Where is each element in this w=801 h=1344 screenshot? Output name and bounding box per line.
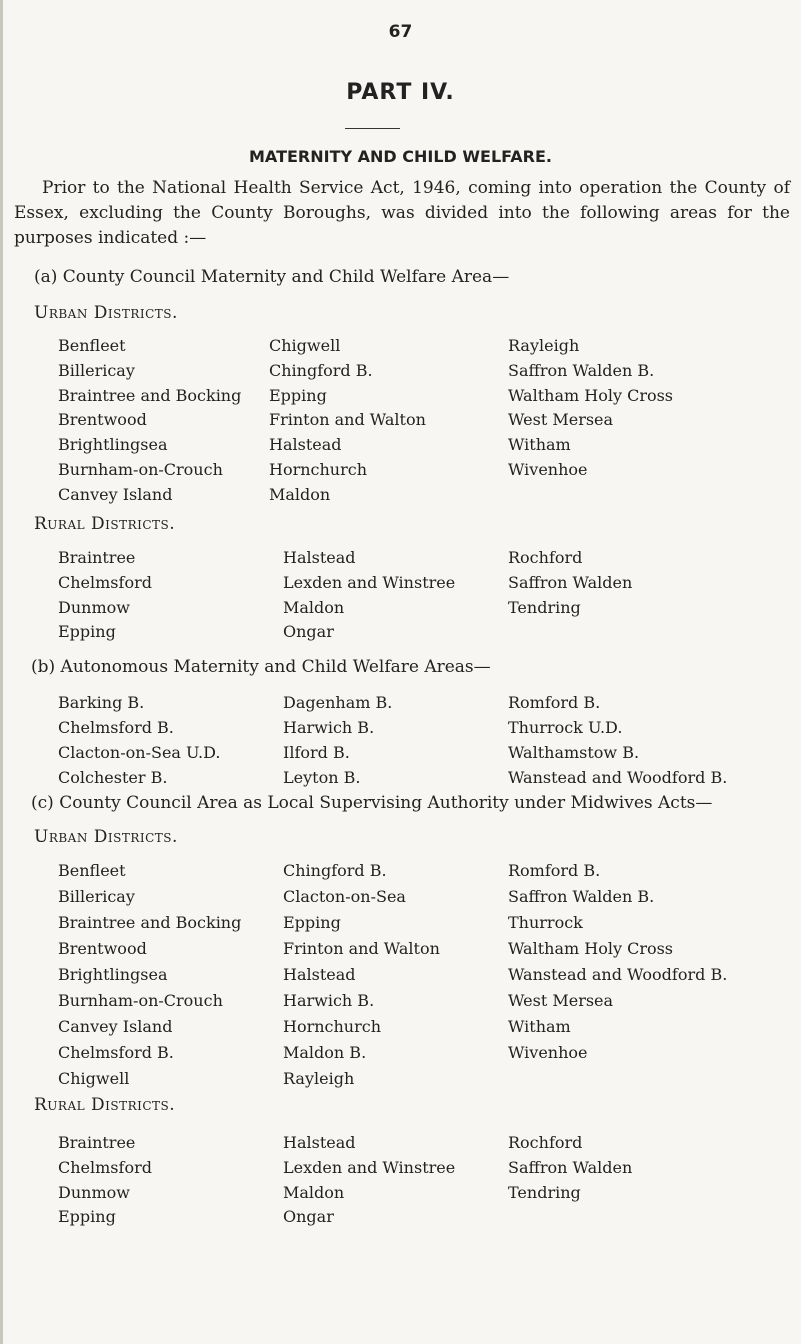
section-c-rural-heading: Rural Districts. <box>34 1095 176 1115</box>
district-name: Benfleet <box>58 861 126 880</box>
district-name: Halstead <box>283 1133 356 1152</box>
section-c-urban-heading: Urban Districts. <box>34 827 178 847</box>
district-name: Hornchurch <box>269 459 368 479</box>
district-name: Hornchurch <box>283 1017 382 1036</box>
district-name: Rayleigh <box>508 336 580 355</box>
district-name: Chingford B. <box>283 861 387 880</box>
district-name: Brentwood <box>58 410 147 430</box>
section-b-heading: (b) Autonomous Maternity and Child Welfare Areas— <box>31 657 491 677</box>
district-name: Brightlingsea <box>58 965 168 984</box>
district-name: Ongar <box>283 622 334 642</box>
district-name: Epping <box>58 1207 116 1227</box>
district-name: Lexden and Winstree <box>283 572 456 592</box>
area-name: Leyton B. <box>283 768 361 787</box>
district-name: Witham <box>508 1017 571 1036</box>
page-edge <box>0 0 3 1344</box>
district-name: Chigwell <box>58 1069 130 1088</box>
district-name: Maldon <box>283 1182 345 1202</box>
district-name: Rochford <box>508 548 583 567</box>
section-c-rural-col2 <box>283 1131 455 1230</box>
area-name: Wanstead and Woodford B. <box>508 768 728 787</box>
district-name: Billericay <box>58 887 135 906</box>
section-a-urban-col1 <box>58 334 241 508</box>
section-b-col3 <box>508 690 727 790</box>
area-name: Harwich B. <box>283 718 375 737</box>
district-name: Dunmow <box>58 597 130 617</box>
section-b-col1 <box>58 690 220 790</box>
area-name: Barking B. <box>58 693 145 712</box>
area-name: Clacton-on-Sea U.D. <box>58 743 221 762</box>
section-a-urban-col2 <box>269 334 426 508</box>
area-name: Romford B. <box>508 693 601 712</box>
district-name: Clacton-on-Sea <box>283 887 406 906</box>
district-name: Saffron Walden B. <box>508 360 655 380</box>
district-name: Halstead <box>269 435 342 455</box>
section-a-rural-col3 <box>508 546 632 620</box>
area-name: Thurrock U.D. <box>508 718 623 737</box>
section-c-rural-col3 <box>508 1131 632 1205</box>
district-name: Wivenhoe <box>508 459 588 479</box>
district-name: Braintree and Bocking <box>58 913 242 932</box>
district-name: Braintree <box>58 548 136 567</box>
district-name: Chigwell <box>269 336 341 355</box>
district-name: Chelmsford B. <box>58 1043 174 1062</box>
district-name: Saffron Walden <box>508 1157 633 1177</box>
district-name: Waltham Holy Cross <box>508 385 674 405</box>
district-name: Ongar <box>283 1207 334 1227</box>
district-name: West Mersea <box>508 991 614 1010</box>
district-name: Braintree <box>58 1133 136 1152</box>
district-name: Tendring <box>508 1182 581 1202</box>
district-name: Rayleigh <box>283 1069 355 1088</box>
district-name: Chelmsford <box>58 572 152 592</box>
district-name: Billericay <box>58 360 135 380</box>
district-name: Chingford B. <box>269 360 373 380</box>
section-a-urban-col3 <box>508 334 673 483</box>
district-name: Maldon <box>269 484 331 504</box>
district-name: Thurrock <box>508 913 583 932</box>
section-c-urban-col3 <box>508 858 727 1066</box>
district-name: Burnham-on-Crouch <box>58 459 223 479</box>
district-name: Brightlingsea <box>58 435 168 455</box>
district-name: Frinton and Walton <box>269 410 426 430</box>
district-name: Halstead <box>283 965 356 984</box>
section-a-urban-heading: Urban Districts. <box>34 303 178 323</box>
section-title: MATERNITY AND CHILD WELFARE. <box>249 147 552 166</box>
district-name: Chelmsford <box>58 1157 152 1177</box>
district-name: West Mersea <box>508 410 614 430</box>
district-name: Burnham-on-Crouch <box>58 991 223 1010</box>
section-c-rural-col1 <box>58 1131 152 1230</box>
section-c-heading: (c) County Council Area as Local Supervising Authority under Midwives Acts— <box>31 793 713 813</box>
district-name: Saffron Walden B. <box>508 887 655 906</box>
district-name: Wanstead and Woodford B. <box>508 965 728 984</box>
district-name: Epping <box>269 385 327 405</box>
district-name: Canvey Island <box>58 484 173 504</box>
section-a-rural-col1 <box>58 546 152 645</box>
title-rule <box>345 128 400 129</box>
area-name: Walthamstow B. <box>508 743 640 762</box>
district-name: Rochford <box>508 1133 583 1152</box>
district-name: Waltham Holy Cross <box>508 939 674 958</box>
district-name: Braintree and Bocking <box>58 385 242 405</box>
section-b-col2 <box>283 690 392 790</box>
district-name: Tendring <box>508 597 581 617</box>
section-c-urban-col2 <box>283 858 440 1092</box>
district-name: Maldon <box>283 597 345 617</box>
district-name: Brentwood <box>58 939 147 958</box>
section-a-rural-heading: Rural Districts. <box>34 514 176 534</box>
district-name: Halstead <box>283 548 356 567</box>
district-name: Saffron Walden <box>508 572 633 592</box>
district-name: Harwich B. <box>283 991 375 1010</box>
district-name: Epping <box>283 913 341 932</box>
area-name: Ilford B. <box>283 743 350 762</box>
district-name: Epping <box>58 622 116 642</box>
district-name: Canvey Island <box>58 1017 173 1036</box>
section-c-urban-col1 <box>58 858 241 1092</box>
district-name: Romford B. <box>508 861 601 880</box>
section-a-heading: (a) County Council Maternity and Child Welfare Area— <box>34 267 510 287</box>
section-a-rural-col2 <box>283 546 455 645</box>
area-name: Dagenham B. <box>283 693 393 712</box>
district-name: Witham <box>508 435 571 455</box>
part-title: PART IV. <box>346 80 455 105</box>
area-name: Colchester B. <box>58 768 168 787</box>
district-name: Lexden and Winstree <box>283 1157 456 1177</box>
area-name: Chelmsford B. <box>58 718 174 737</box>
district-name: Dunmow <box>58 1182 130 1202</box>
district-name: Maldon B. <box>283 1043 367 1062</box>
page-number: 67 <box>388 22 413 42</box>
district-name: Benfleet <box>58 336 126 355</box>
district-name: Wivenhoe <box>508 1043 588 1062</box>
intro-paragraph: Prior to the National Health Service Act, 1946, coming into operation the County of Essex, excluding the County Boroughs, was divided into the following areas for the purposes indicated :— <box>14 178 790 248</box>
district-name: Frinton and Walton <box>283 939 440 958</box>
